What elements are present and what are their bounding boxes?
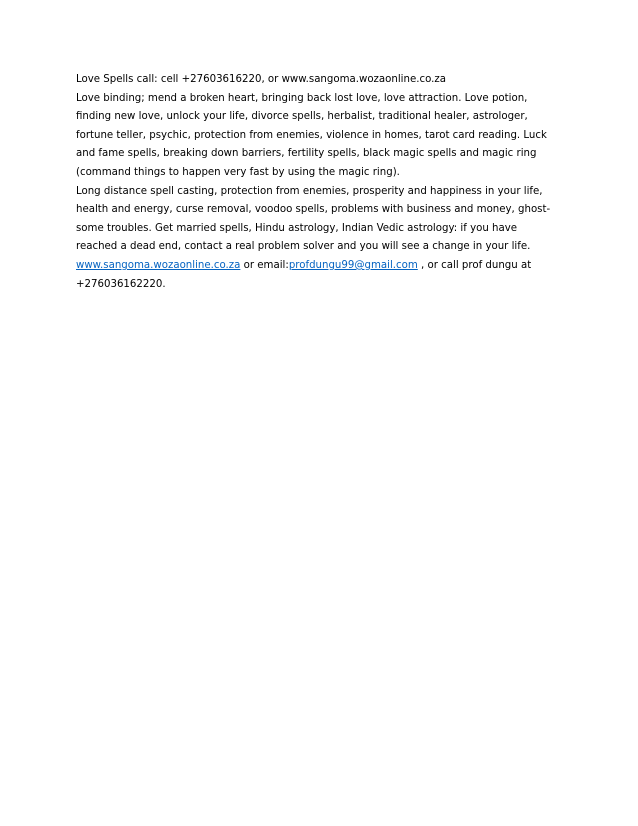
text-line-10: reached a dead end, contact a real problem solver and you will see a change in your life.: [76, 241, 531, 253]
text-line-2: Love binding; mend a broken heart, bringing back lost love, love attraction. Love potion,: [76, 92, 528, 104]
text-line-8: health and energy, curse removal, voodoo spells, problems with business and money, ghost-: [76, 204, 551, 216]
text-line-3: finding new love, unlock your life, divorce spells, herbalist, traditional healer, astrologer,: [76, 111, 528, 123]
text-line-9: some troubles. Get married spells, Hindu astrology, Indian Vedic astrology: if you have: [76, 222, 518, 234]
document-body: [76, 71, 568, 294]
text-line-7: Long distance spell casting, protection from enemies, prosperity and happiness in your life,: [76, 185, 543, 197]
text-line-1: Love Spells call: cell +27603616220, or www.sangoma.wozaonline.co.za: [76, 74, 446, 85]
email-prefix-text: or email:: [240, 259, 289, 271]
text-line-5: and fame spells, breaking down barriers, fertility spells, black magic spells and magic ring: [76, 148, 537, 160]
phone-number-line: +276036162220.: [76, 278, 166, 290]
call-suffix-text: , or call prof dungu at: [417, 259, 532, 271]
website-link[interactable]: www.sangoma.wozaonline.co.za: [76, 259, 241, 271]
text-line-6: (command things to happen very fast by using the magic ring).: [76, 166, 400, 178]
text-line-4: fortune teller, psychic, protection from enemies, violence in homes, tarot card reading. Luck: [76, 129, 547, 141]
contact-line: [76, 257, 568, 276]
email-link[interactable]: profdungu99@gmail.com: [288, 259, 418, 271]
